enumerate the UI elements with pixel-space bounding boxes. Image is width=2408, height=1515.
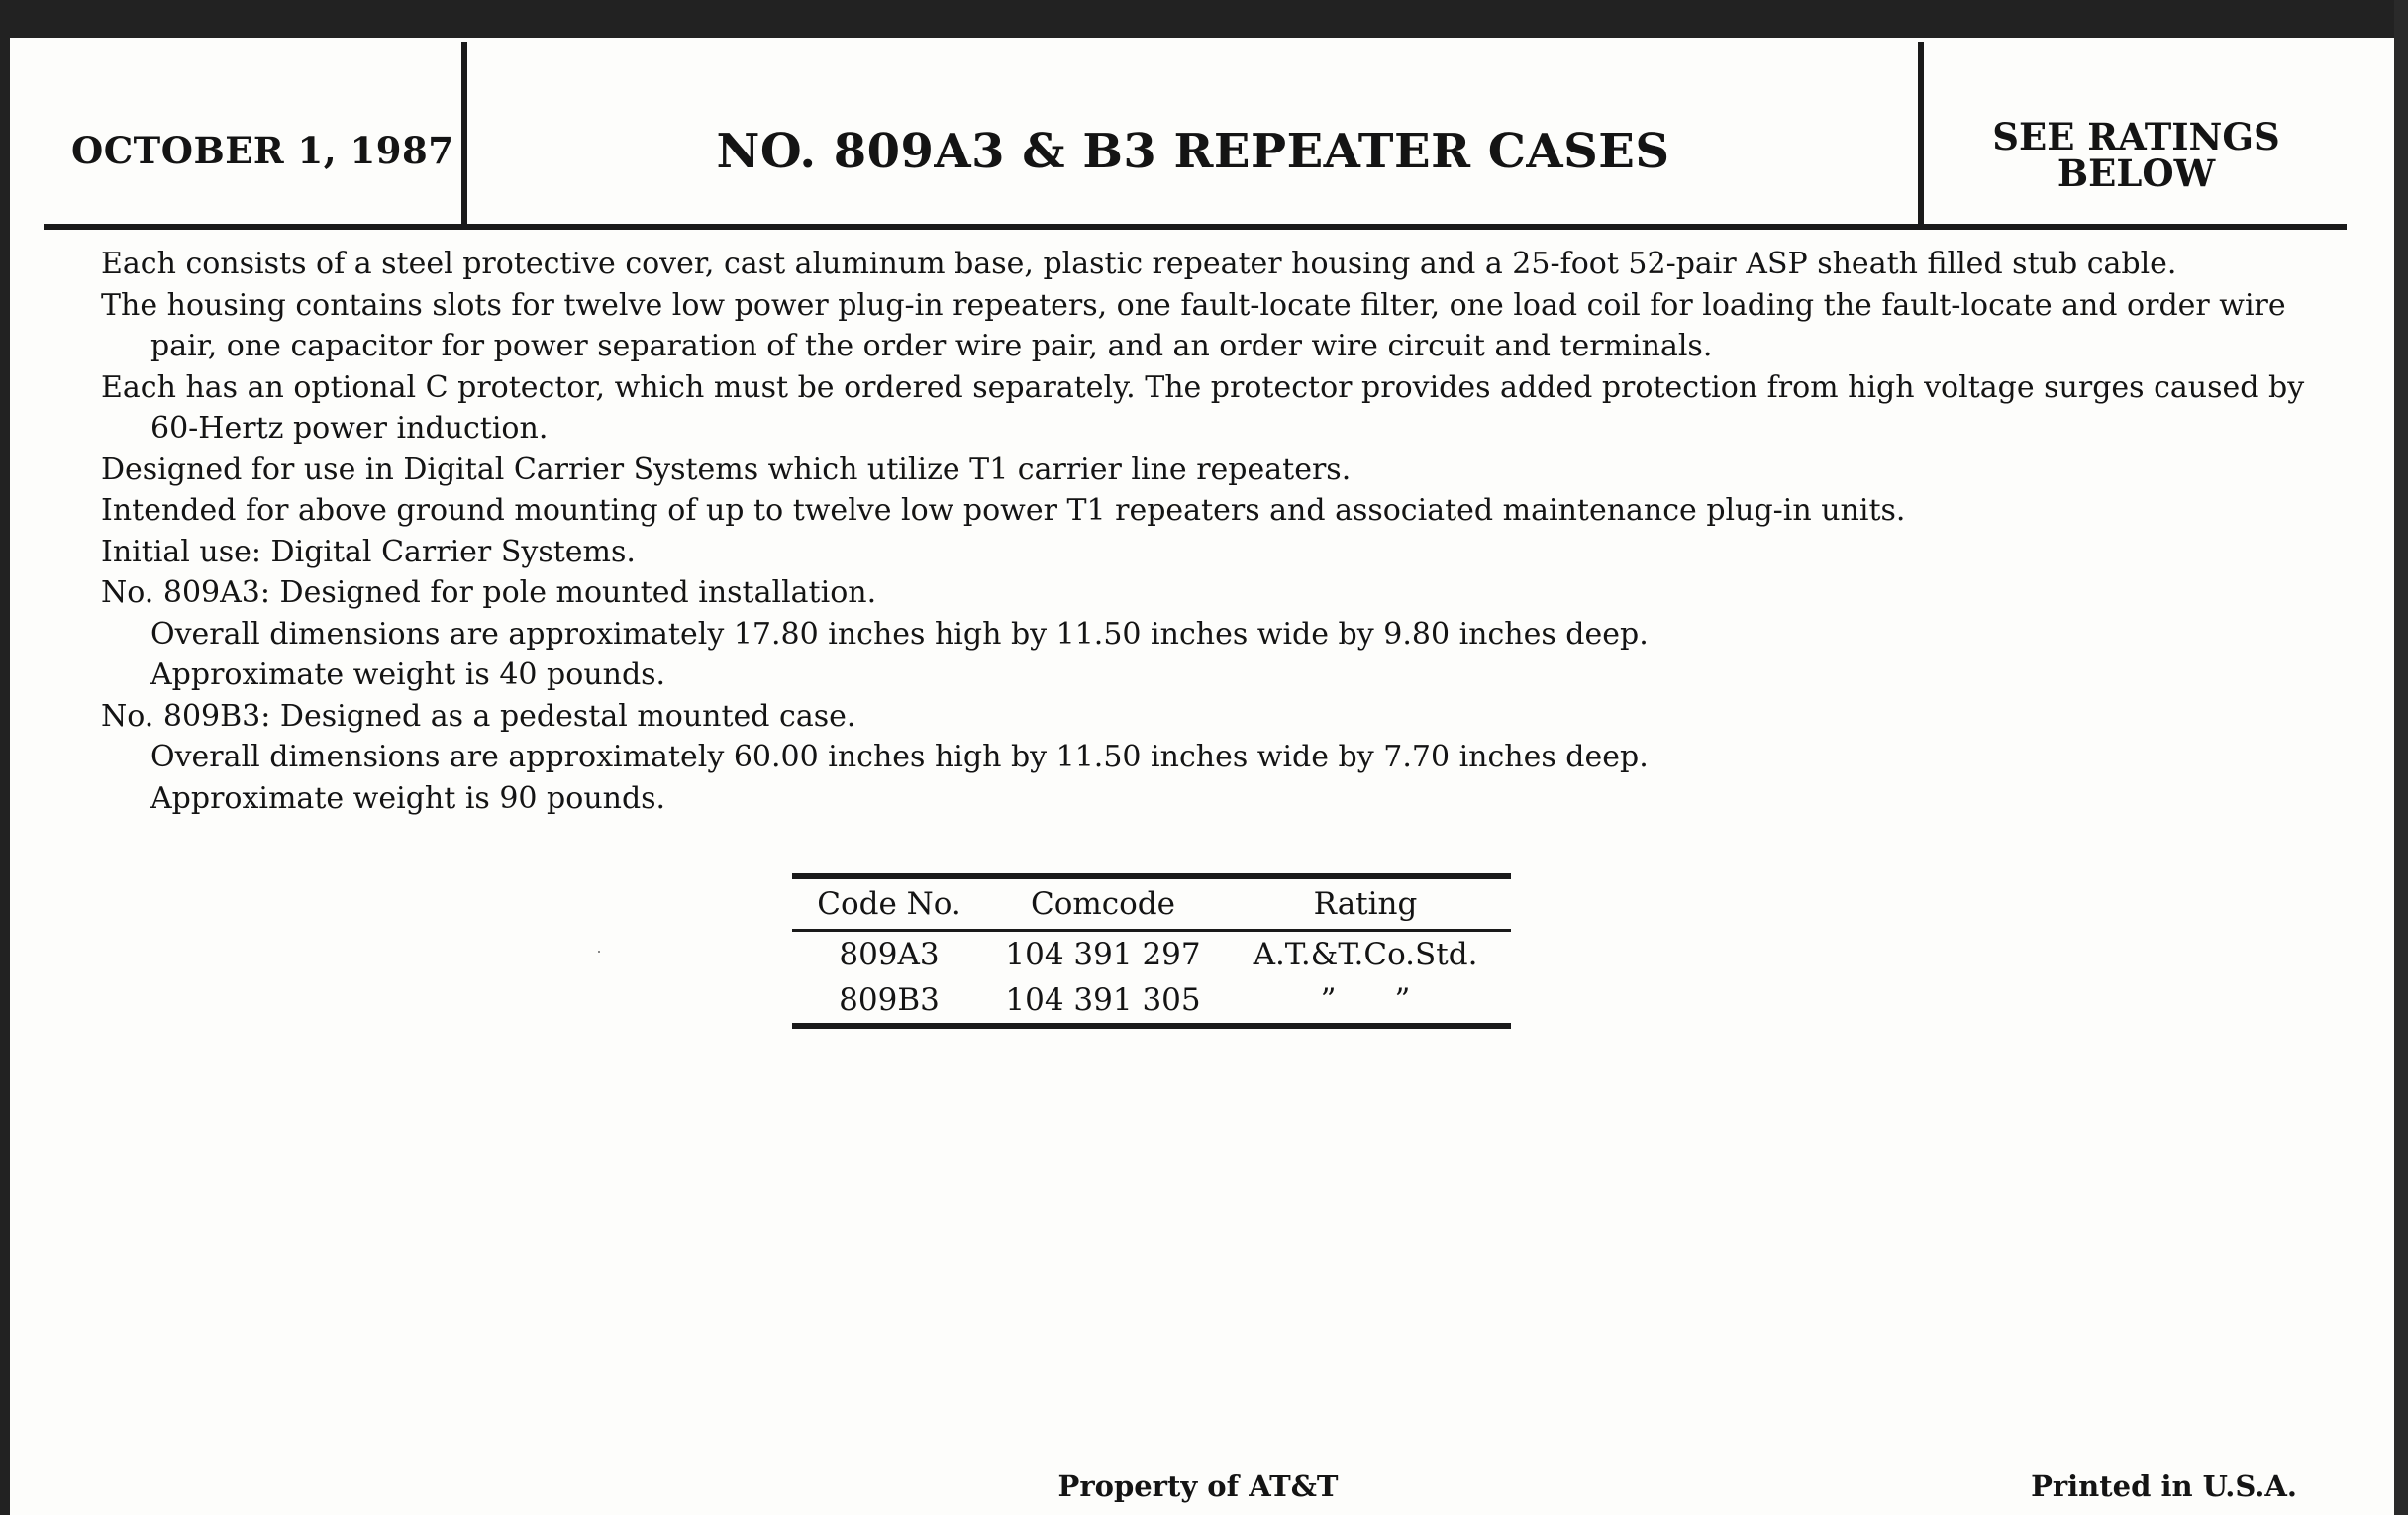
column-header-code: Code No. xyxy=(817,886,961,922)
scan-edge xyxy=(2394,0,2408,1515)
paragraph-809b3: No. 809B3: Designed as a pedestal mounted case. xyxy=(101,698,856,734)
table-header-row xyxy=(792,879,1511,929)
column-header-rating: Rating xyxy=(1313,886,1418,922)
cell-comcode: 104 391 297 xyxy=(1005,937,1201,972)
paragraph-housing: The housing contains slots for twelve low power plug-in repeaters, one fault-locate filter, one load coil for loading the fault-locate and order wire pair, one capacitor for power separation of the order wire pair, and an order wire circuit and terminals. xyxy=(101,287,2286,363)
paragraph-809b3-weight: Approximate weight is 90 pounds. xyxy=(150,780,666,816)
table-row xyxy=(792,977,1511,1023)
cell-comcode: 104 391 305 xyxy=(1005,982,1201,1018)
cell-rating: A.T.&T.Co.Std. xyxy=(1253,937,1478,972)
header-divider-right xyxy=(1918,42,1924,228)
paragraph-initial-use: Initial use: Digital Carrier Systems. xyxy=(101,534,636,569)
paragraph-809a3-dimensions: Overall dimensions are approximately 17.80 inches high by 11.50 inches wide by 9.80 inches deep. xyxy=(150,616,1649,652)
paragraph-construction: Each consists of a steel protective cover, cast aluminum base, plastic repeater housing and a 25-foot 52-pair ASP sheath filled stub cable. xyxy=(101,247,2177,281)
paragraph-809a3: No. 809A3: Designed for pole mounted installation. xyxy=(101,575,877,610)
paragraph-809b3-dimensions: Overall dimensions are approximately 60.00 inches high by 11.50 inches wide by 7.70 inches deep. xyxy=(150,740,1649,774)
scan-speck xyxy=(598,951,600,953)
cell-rating: ” ” xyxy=(1320,982,1411,1018)
ratings-table xyxy=(792,873,1511,1029)
header-rating-note xyxy=(1926,115,2347,195)
paragraph-809a3-weight: Approximate weight is 40 pounds. xyxy=(150,657,666,692)
header-rating-line1: SEE RATINGS xyxy=(1992,115,2280,158)
footer-printed: Printed in U.S.A. xyxy=(2031,1469,2297,1503)
header-rule xyxy=(44,224,2347,230)
table-bottom-rule xyxy=(792,1023,1511,1029)
cell-code: 809A3 xyxy=(839,937,940,972)
description-body xyxy=(101,244,2319,819)
header-date: OCTOBER 1, 1987 xyxy=(71,129,454,172)
footer-property: Property of AT&T xyxy=(1057,1469,1339,1503)
paragraph-protector: Each has an optional C protector, which must be ordered separately. The protector provides added protection from high voltage surges caused by 60-Hertz power induction. xyxy=(101,369,2305,446)
header-divider-left xyxy=(461,42,467,228)
cell-code: 809B3 xyxy=(839,982,940,1018)
page-title: NO. 809A3 & B3 REPEATER CASES xyxy=(716,124,1670,179)
paragraph-design-use: Designed for use in Digital Carrier Systems which utilize T1 carrier line repeaters. xyxy=(101,452,1352,487)
table-row xyxy=(792,932,1511,977)
column-header-comcode: Comcode xyxy=(1031,886,1175,922)
header-rating-line2: BELOW xyxy=(2057,152,2216,195)
paragraph-intended-use: Intended for above ground mounting of up to twelve low power T1 repeaters and associated maintenance plug-in units. xyxy=(101,493,1906,528)
